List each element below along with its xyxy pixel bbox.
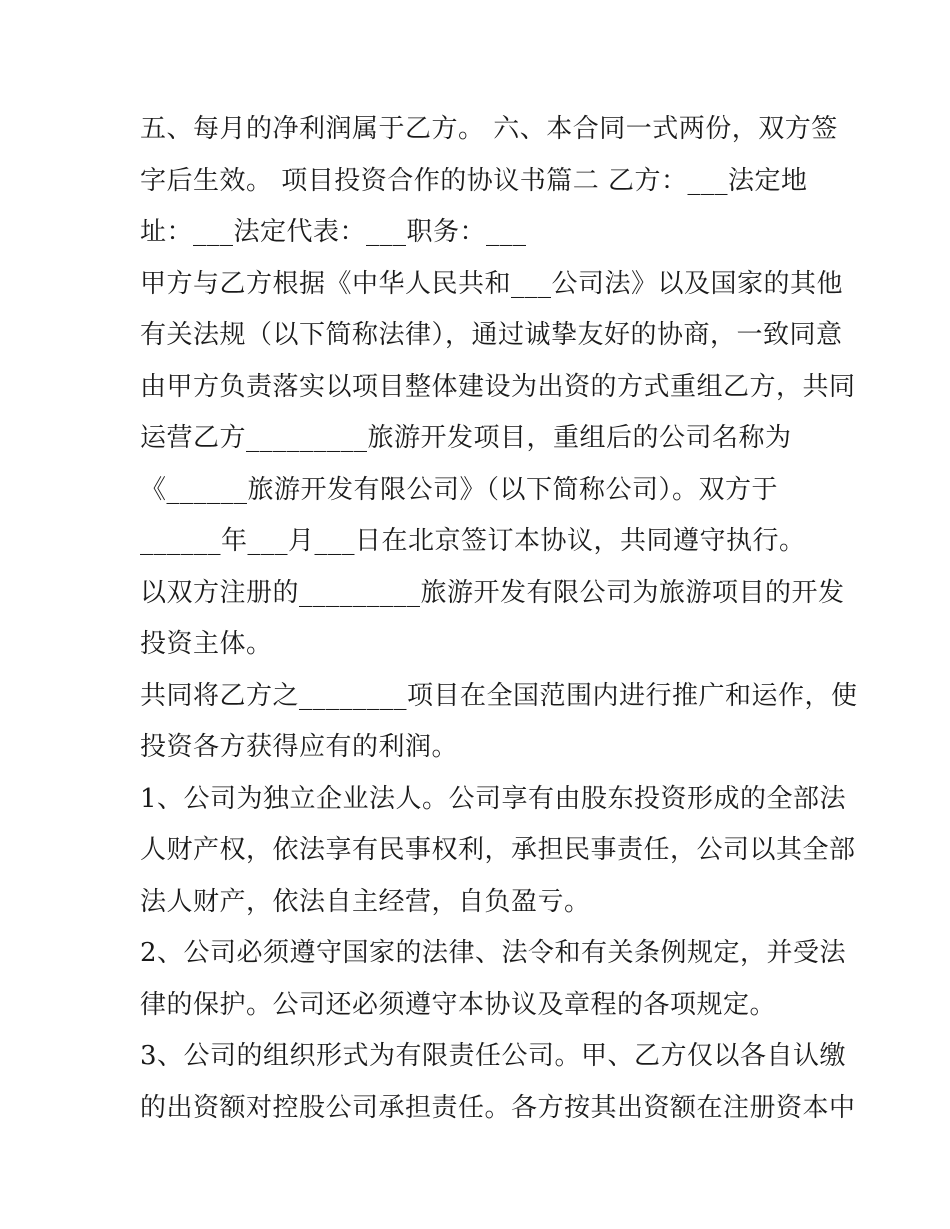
text-line-12: 共同将乙方之________项目在全国范围内进行推广和运作，使: [140, 680, 858, 711]
text-line-8: 《______旅游开发有限公司》（以下简称公司）。双方于: [140, 474, 779, 505]
text-line-17: 2、公司必须遵守国家的法律、法令和有关条例规定，并受法: [140, 938, 847, 968]
text-line-19: 3、公司的组织形式为有限责任公司。甲、乙方仅以各自认缴: [140, 1041, 847, 1071]
text-line-20: 的出资额对控股公司承担责任。各方按其出资额在注册资本中: [140, 1092, 856, 1123]
text-line-6: 由甲方负责落实以项目整体建设为出资的方式重组乙方，共同: [140, 371, 856, 402]
text-line-2: 字后生效。 项目投资合作的协议书篇二 乙方：___法定地: [140, 165, 808, 196]
text-line-9: ______年___月___日在北京签订本协议，共同遵守执行。: [140, 526, 806, 556]
text-line-1: 五、每月的净利润属于乙方。 六、本合同一式两份，双方签: [140, 114, 838, 144]
text-line-16: 法人财产，依法自主经营，自负盈亏。: [140, 886, 591, 917]
text-line-7: 运营乙方_________旅游开发项目，重组后的公司名称为: [140, 423, 792, 453]
text-line-14: 1、公司为独立企业法人。公司享有由股东投资形成的全部法: [140, 783, 847, 814]
text-line-5: 有关法规（以下简称法律），通过诚挚友好的协商，一致同意: [140, 320, 843, 350]
text-line-15: 人财产权，依法享有民事权利，承担民事责任，公司以其全部: [140, 835, 856, 865]
text-line-18: 律的保护。公司还必须遵守本协议及章程的各项规定。: [140, 989, 777, 1020]
text-line-3: 址：___法定代表：___职务：___: [140, 217, 527, 247]
text-line-11: 投资主体。: [140, 629, 273, 659]
document-body: [140, 104, 858, 1134]
text-line-13: 投资各方获得应有的利润。: [140, 732, 459, 762]
text-line-10: 以双方注册的_________旅游开发有限公司为旅游项目的开发: [140, 577, 845, 608]
text-line-4: 甲方与乙方根据《中华人民共和___公司法》以及国家的其他: [140, 268, 844, 299]
